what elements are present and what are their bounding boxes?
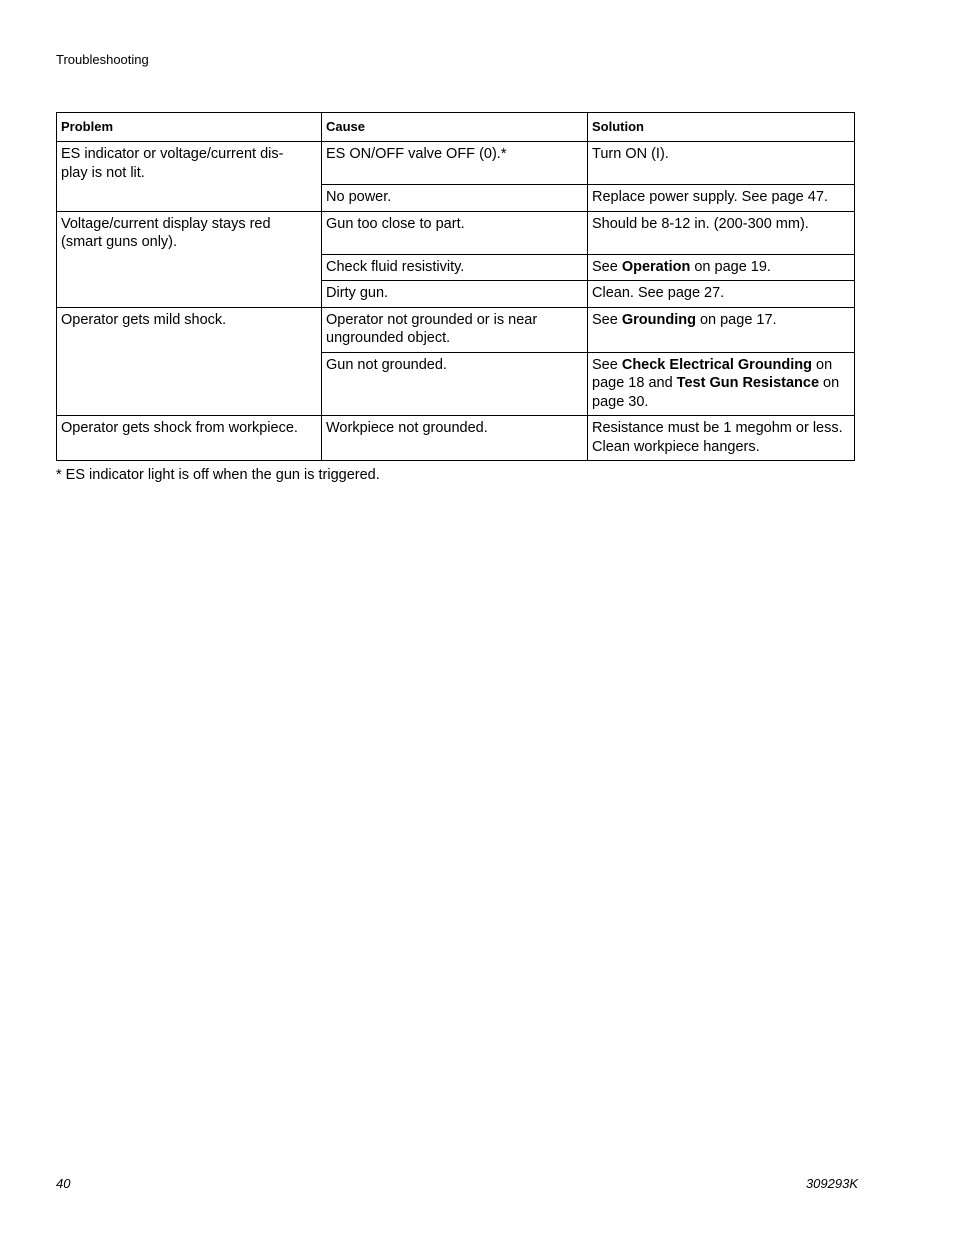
cause-cell: No power. [322,185,588,212]
cause-cell: Check fluid resistivity. [322,254,588,281]
solution-reference-check-electrical-grounding: Check Electrical Grounding [621,356,813,373]
table-row [57,307,855,352]
problem-text: Operator gets mild shock. [61,311,227,328]
table-row [57,142,855,185]
solution-text-suffix: on page 19. [690,258,771,275]
solution-text: Clean. See page 27. [592,285,725,301]
column-header-problem: Problem [57,113,322,142]
solution-text-prefix: See [592,311,622,328]
table-header-row [57,113,855,142]
solution-cell [588,254,855,281]
solution-text-suffix: on page 17. [695,311,777,328]
problem-text: ES indicator or voltage/current dis- play is not lit. [61,146,284,181]
cause-cell: Workpiece not grounded. [322,416,588,461]
solution-cell [588,281,855,308]
solution-text-suffix: on page 30. [592,375,840,410]
problem-text: Voltage/current display stays red (smart guns only). [61,215,271,250]
solution-cell [588,142,855,185]
cause-cell: Gun too close to part. [322,211,588,254]
table-row [57,211,855,254]
page-number: 40 [56,1176,71,1191]
solution-text: Replace power supply. See page 47. [592,189,828,205]
column-header-solution: Solution [588,113,855,142]
solution-reference-test-gun-resistance: Test Gun Resistance [676,375,820,391]
solution-text-prefix: See [592,356,622,373]
problem-cell: Operator gets shock from workpiece. [57,416,322,461]
solution-text: Should be 8-12 in. (200-300 mm). [592,215,809,232]
solution-cell [588,416,855,461]
solution-cell [588,211,855,254]
solution-reference-grounding: Grounding [621,311,696,328]
solution-cell [588,185,855,212]
troubleshooting-table [56,112,855,461]
running-header: Troubleshooting [56,52,149,67]
document-number: 309293K [805,1176,858,1191]
cause-text: Operator not grounded or is near ungrounded object. [326,311,538,346]
cause-cell: Dirty gun. [322,281,588,308]
solution-text: Resistance must be 1 megohm or less. Clean workpiece hangers. [592,420,843,455]
cause-cell [322,307,588,352]
problem-cell [57,142,322,212]
solution-text: Turn ON (I). [592,146,669,162]
solution-reference-operation: Operation [621,258,691,275]
table-row [57,416,855,461]
footnote: * ES indicator light is off when the gun is triggered. [56,467,380,483]
solution-cell [588,352,855,416]
cause-cell: ES ON/OFF valve OFF (0).* [322,142,588,185]
problem-cell [57,211,322,307]
cause-cell: Gun not grounded. [322,352,588,416]
solution-cell [588,307,855,352]
solution-text-prefix: See [592,258,622,275]
column-header-cause: Cause [322,113,588,142]
problem-cell [57,307,322,416]
solution-text-mid: on page 18 and [592,356,833,391]
